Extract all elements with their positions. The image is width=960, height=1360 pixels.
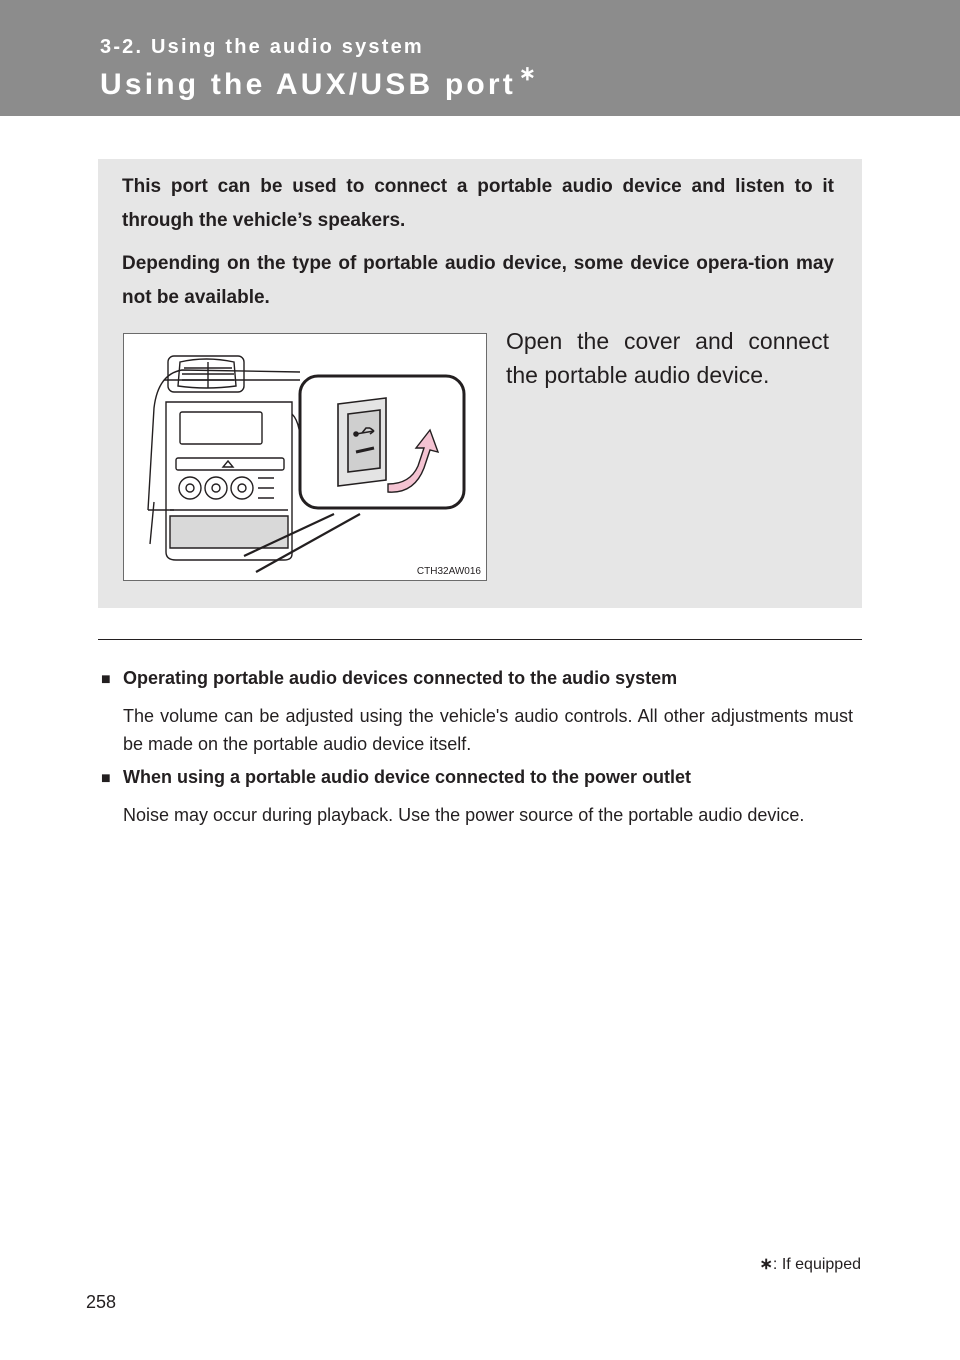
equipped-mark: ∗ — [518, 63, 536, 85]
footnote-mark: ∗ — [759, 1256, 773, 1273]
section-label: 3-2. Using the audio system — [100, 36, 424, 58]
page-title — [100, 63, 536, 102]
intro-box — [98, 159, 862, 608]
bullet-square-icon: ■ — [101, 671, 111, 688]
note-body: The volume can be adjusted using the vehicle's audio controls. All other adjustments must be made on the portable audio device itself. — [123, 706, 853, 754]
figure-code: CTH32AW016 — [416, 566, 481, 577]
intro-paragraph: Depending on the type of portable audio device, some device opera-tion may not be available. — [122, 253, 834, 308]
instruction-text: Open the cover and connect the portable audio device. — [506, 328, 829, 388]
note-heading — [101, 668, 677, 689]
footnote — [760, 1254, 861, 1274]
note-body: Noise may occur during playback. Use the power source of the portable audio device. — [123, 805, 805, 825]
note-heading-text: Operating portable audio devices connected to the audio system — [123, 668, 678, 688]
page-header — [0, 0, 960, 116]
bullet-square-icon: ■ — [101, 770, 111, 787]
dashboard-aux-usb-port-illustration — [124, 334, 486, 580]
note-heading-text: When using a portable audio device connected to the power outlet — [123, 767, 692, 787]
intro-paragraph: This port can be used to connect a portable audio device and listen to it through the vehicle’s speakers. — [122, 176, 834, 231]
section-divider — [98, 639, 862, 640]
footnote-text: : If equipped — [772, 1256, 861, 1273]
page-number: 258 — [86, 1292, 117, 1312]
page-title-text: Using the AUX/USB port — [100, 68, 516, 101]
note-heading — [101, 767, 691, 788]
aux-usb-port-figure — [123, 333, 487, 581]
